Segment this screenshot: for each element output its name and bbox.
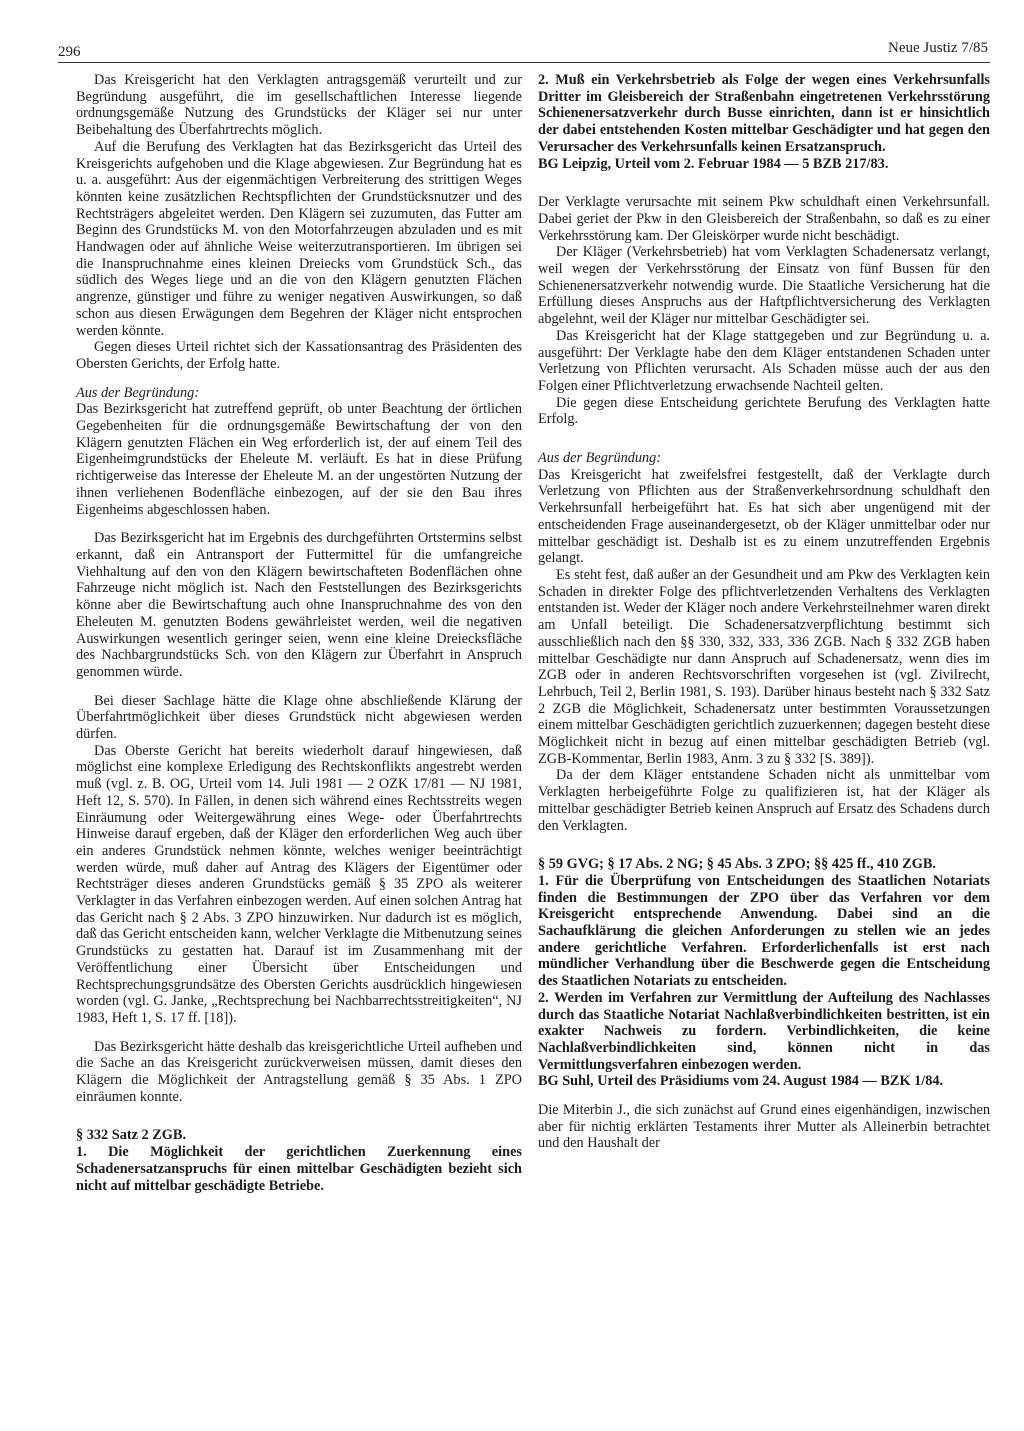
left-paragraph-2: Auf die Berufung des Verklagten hat das Bezirksgericht das Urteil des Kreisgerichts aufgehoben und die Klage abgewiesen. Zur Begründung hat es u. a. ausgeführt: Aus der eigenmächtigen Verbreiterung des strittigen Weges könnten keine zusätzlichen Rechtspflichten der Grundstücksnutzer und des Rechtsträgers abgeleitet werden. Den Klägern sei zuzumuten, das Futter am Beginn des Grundstücks M. von den Motorfahrzeugen abzuladen und es mit Handwagen oder auf ähnliche Weise weiterzutransportieren. Im übrigen sei die Inanspruchnahme eines kleinen Dreiecks vom Grundstück Sch., das südlich des Weges liege und an die von den Klägern genutzten Flächen angrenze, günstiger und führe zu weniger negativen Auswirkungen, so daß schon aus diesen Erwägungen dem Begehren der Kläger nicht entsprochen werden könnte. bbox=[76, 138, 522, 339]
left-paragraph-5: Das Bezirksgericht hat im Ergebnis des durchgeführten Ortstermins selbst erkannt, daß ein Antransport der Futtermittel für die umfangreiche Viehhaltung auf den von den Klägern bewirtschafteten Bodenflächen ohne Fahrzeuge nicht möglich ist. Nach den Feststellungen des Bezirksgerichts könne aber die Bewirtschaftung auch ohne Inanspruchnahme des von den Eheleuten M. genutzten Bodens gewährleistet werden, weil die negativen Auswirkungen wesentlich geringer seien, wenn eine kleine Dreiecksfläche des Nachbargrundstücks Sch. von den Klägern zur Überfahrt in Anspruch genommen würde. bbox=[76, 530, 522, 680]
header-rule bbox=[58, 62, 990, 63]
right-paragraph-8: Die Miterbin J., die sich zunächst auf Grund eines eigenhändigen, inzwischen aber für nichtig erklärten Testaments ihrer Mutter als Alleinerbin betrachtet und den Haushalt der bbox=[538, 1102, 990, 1152]
right-paragraph-6: Es steht fest, daß außer an der Gesundheit und am Pkw des Verklagten kein Schaden in direkter Folge des pflichtverletzenden Verhaltens des Verklagten entstanden ist. Weder der Kläger noch andere Verkehrsteilnehmer waren direkt am Unfall beteiligt. Die Schadenersatzverpflichtung bestimmt sich ausschließlich nach den §§ 330, 332, 333, 336 ZGB. Nach § 332 ZGB haben mittelbar Geschädigte nur dann Anspruch auf Schadenersatz, wenn dies im ZGB oder in anderen Rechtsvorschriften vorgesehen ist (vgl. Zivilrecht, Lehrbuch, Teil 2, Berlin 1981, S. 193). Darüber hinaus besteht nach § 332 Satz 2 ZGB die Möglichkeit, Schadenersatz unter bestimmten Voraussetzungen einem mittelbar Geschädigten gerichtlich zuzuerkennen; dagegen besteht diese Möglichkeit nicht in bezug auf einen mittelbar geschädigten Betrieb (vgl. ZGB-Kommentar, Berlin 1983, Anm. 3 zu § 332 [S. 389]). bbox=[538, 566, 990, 767]
left-column bbox=[76, 72, 522, 1194]
right-paragraph-1: Der Verklagte verursachte mit seinem Pkw schuldhaft einen Verkehrsunfall. Dabei geriet der Pkw in den Gleisbereich der Straßenbahn, so daß es zu einer Verkehrsstörung kam. Der Gleiskörper wurde nicht beschädigt. bbox=[538, 194, 990, 244]
right-section-reference: § 59 GVG; § 17 Abs. 2 NG; § 45 Abs. 3 ZPO; §§ 425 ff., 410 ZGB. bbox=[538, 856, 936, 873]
left-paragraph-6: Bei dieser Sachlage hätte die Klage ohne abschließende Klärung der Überfahrtmöglichkeit über dieses Grundstück nicht abgewiesen werden dürfen. bbox=[76, 692, 522, 743]
page-number: 296 bbox=[58, 44, 81, 60]
right-paragraph-4: Die gegen diese Entscheidung gerichtete Berufung des Verklagten hatte Erfolg. bbox=[538, 394, 990, 428]
left-paragraph-3: Gegen dieses Urteil richtet sich der Kassationsantrag des Präsidenten des Obersten Gerichts, der Erfolg hatte. bbox=[76, 339, 522, 372]
headnote-3: 1. Für die Überprüfung von Entscheidungen des Staatlichen Notariats finden die Bestimmungen der ZPO über das Verfahren vor dem Kreisgericht entsprechende Anwendung. Dabei sind an die Sachaufklärung die gleichen Anforderungen zu stellen wie an jedes andere gerichtliche Verfahren. Erforderlichenfalls ist erst nach mündlicher Verhandlung über die Beschwerde gegen die Entscheidung des Staatlichen Notariats zu entscheiden. bbox=[538, 872, 990, 990]
left-paragraph-4: Das Bezirksgericht hat zutreffend geprüft, ob unter Beachtung der örtlichen Gegebenheiten für die ordnungsgemäße Bewirtschaftung der von den Klägern genutzten Flächen ein Weg erforderlich ist, der auf einem Teil des Eigenheimgrundstücks der Eheleute M. verläuft. Es hat in diese Prüfung richtigerweise das Interesse der Eheleute M. an der ungestörten Nutzung der ihnen verliehenen Bodenfläche einbezogen, auf der sie den Bau ihres Eigenheims abgeschlossen haben. bbox=[76, 401, 522, 518]
headnote-1: 1. Die Möglichkeit der gerichtlichen Zuerkennung eines Schadenersatzanspruchs für einen mittelbar Geschädigten bezieht sich nicht auf mittelbar geschädigte Betriebe. bbox=[76, 1144, 522, 1194]
right-column bbox=[538, 72, 990, 1152]
citation-bg-suhl: BG Suhl, Urteil des Präsidiums vom 24. August 1984 — BZK 1/84. bbox=[538, 1073, 944, 1090]
left-paragraph-1: Das Kreisgericht hat den Verklagten antragsgemäß verurteilt und zur Begründung ausgeführt, die im gesellschaftlichen Interesse liegende ordnungsgemäße Nutzung des Grundstücks der Kläger sei nur unter Beibehaltung des Überfahrtrechts möglich. bbox=[76, 72, 522, 139]
right-grounds-heading: Aus der Begründung: bbox=[538, 450, 662, 467]
left-paragraph-7: Das Oberste Gericht hat bereits wiederholt darauf hingewiesen, daß möglichst eine komplexe Erledigung des Rechtskonflikts angestrebt werden muß (vgl. z. B. OG, Urteil vom 14. Juli 1981 — 2 OZK 17/81 — NJ 1981, Heft 12, S. 570). In Fällen, in denen sich während eines Rechtsstreits wegen Einräumung oder Weitergewährung eines Wege- oder Überfahrtrechts Hinweise darauf ergeben, daß der Kläger den erforderlichen Weg auch über ein anderes Grundstück nehmen könnte, welches weniger beeinträchtigt werden würde, muß daher auf Antrag des Klägers der Eigentümer oder Rechtsträger dieses anderen Grundstücks gemäß § 35 ZPO als weiterer Verklagter in das Verfahren einbezogen werden. Auf einen solchen Antrag hat das Gericht nach § 2 Abs. 3 ZPO hinzuwirken. Nur dadurch ist es möglich, daß das Gericht entscheiden kann, welcher Verklagte die Mitbenutzung seines Grundstücks zu gestatten hat. Darauf ist im Zusammenhang mit der Veröffentlichung einer Übersicht über Entscheidungen und Rechtsprechungsgrundsätze des Obersten Gerichts ausdrücklich hingewiesen worden (vgl. G. Janke, „Rechtsprechung bei Nachbarrechtsstreitigkeiten“, NJ 1983, Heft 1, S. 17 ff. [18]). bbox=[76, 742, 522, 1026]
right-paragraph-3: Das Kreisgericht hat der Klage stattgegeben und zur Begründung u. a. ausgeführt: Der Verklagte habe den dem Kläger entstandenen Schaden unter Verletzung von Pflichten verursacht. Als Schaden müsse auch der aus den Folgen einer Pflichtverletzung erwachsende Nachteil gelten. bbox=[538, 327, 990, 394]
citation-bg-leipzig: BG Leipzig, Urteil vom 2. Februar 1984 — 5 BZB 217/83. bbox=[538, 155, 889, 172]
left-section-reference: § 332 Satz 2 ZGB. bbox=[76, 1127, 187, 1144]
left-grounds-heading: Aus der Begründung: bbox=[76, 384, 200, 401]
right-paragraph-7: Da der dem Kläger entstandene Schaden nicht als unmittelbar vom Verklagten herbeigeführte Folge zu qualifizieren ist, hat der Kläger als mittelbar geschädigter Betrieb keinen Anspruch auf Ersatz des Schadens durch den Verklagten. bbox=[538, 767, 990, 834]
left-paragraph-8: Das Bezirksgericht hätte deshalb das kreisgerichtliche Urteil aufheben und die Sache an das Kreisgericht zurückverweisen müssen, damit dieses den Klägern die Möglichkeit der Antragstellung gemäß § 35 Abs. 1 ZPO einräumen konnte. bbox=[76, 1038, 522, 1105]
headnote-4: 2. Werden im Verfahren zur Vermittlung der Aufteilung des Nachlasses durch das Staatliche Notariat Nachlaßverbindlichkeiten bestritten, ist ein exakter Nachweis zu fordern. Verbindlichkeiten, die keine Nachlaßverbindlichkeiten sind, können nicht in das Vermittlungsverfahren einbezogen werden. bbox=[538, 989, 990, 1073]
right-paragraph-2: Der Kläger (Verkehrsbetrieb) hat vom Verklagten Schadenersatz verlangt, weil wegen der Verkehrsstörung der Einsatz von fünf Bussen für den Schienenersatzverkehr notwendig wurde. Die Staatliche Versicherung hat die Erfüllung dieses Anspruchs aus der Haftpflichtversicherung des Verklagten abgelehnt, weil der Kläger nur mittelbar Geschädigter sei. bbox=[538, 244, 990, 328]
journal-title: Neue Justiz 7/85 bbox=[888, 40, 988, 56]
right-paragraph-5: Das Kreisgericht hat zweifelsfrei festgestellt, daß der Verklagte durch Verletzung von Pflichten aus der Straßenverkehrsordnung schuldhaft den Verkehrsunfall herbeigeführt hat. Es hat sich aber ungenügend mit der entscheidenden Frage auseinandergesetzt, ob der Kläger unmittelbar oder nur mittelbar geschädigt ist. Deshalb ist es zu einem unzutreffenden Ergebnis gelangt. bbox=[538, 466, 990, 567]
headnote-2: 2. Muß ein Verkehrsbetrieb als Folge der wegen eines Verkehrsunfalls Dritter im Gleisbereich der Straßenbahn eingetretenen Verkehrsstörung Schienenersatzverkehr durch Busse einrichten, dann ist er hinsichtlich der dabei entstehenden Kosten mittelbar Geschädigter und hat gegen den Verursacher des Verkehrsunfalls keinen Ersatzanspruch. bbox=[538, 72, 990, 155]
